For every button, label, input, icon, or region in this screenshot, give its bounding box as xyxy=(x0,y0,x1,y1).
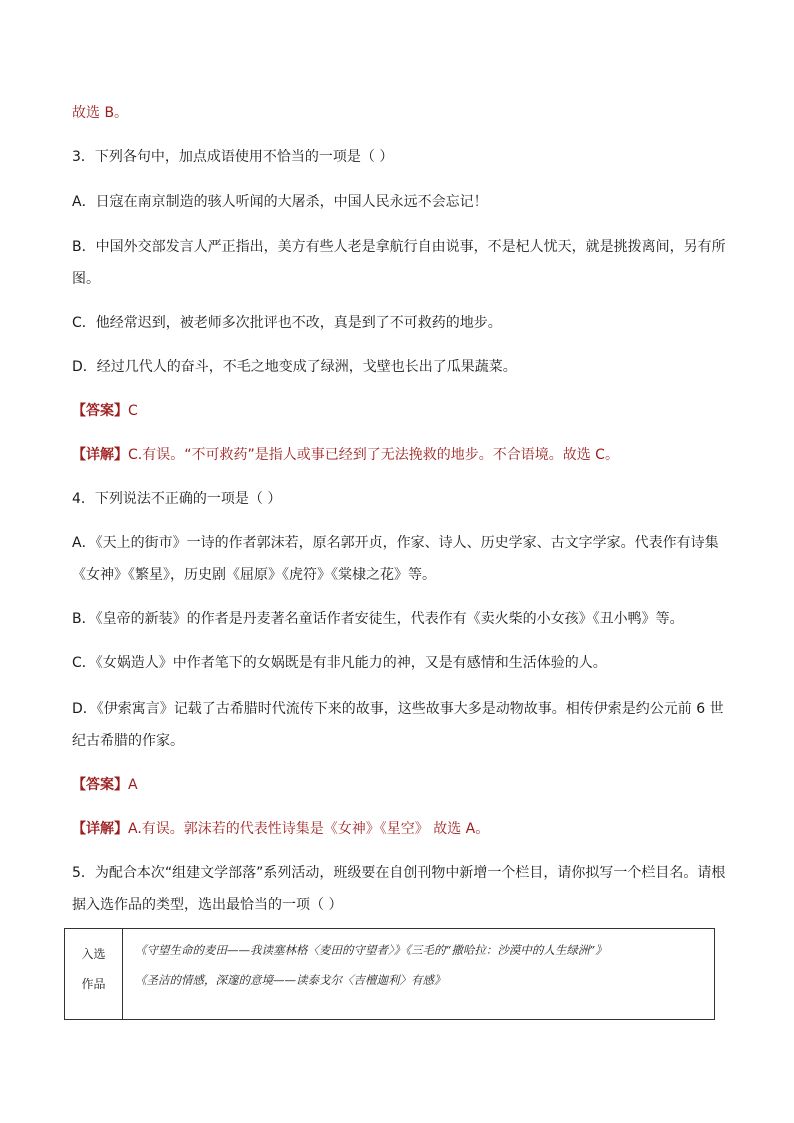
detail-text: A.有误。郭沫若的代表性诗集是《女神》《星空》 故选 A。 xyxy=(128,821,490,837)
question-3-option-a: A．日寇在南京制造的骇人听闻的大屠杀，中国人民永远不会忘记！ xyxy=(72,194,488,210)
detail-tag: 【详解】 xyxy=(72,821,128,837)
question-3-option-c: C．他经常迟到，被老师多次批评也不改，真是到了不可救药的地步。 xyxy=(72,315,502,331)
question-4-option-b: B．《皇帝的新装》的作者是丹麦著名童话作者安徒生，代表作有《卖火柴的小女孩》《丑小鸭》等。 xyxy=(72,611,684,627)
answer-value: C xyxy=(128,403,138,419)
previous-answer-conclusion: 故选 B。 xyxy=(72,105,129,121)
detail-text: C.有误。“不可救药”是指人或事已经到了无法挽救的地步。不合语境。故选 C。 xyxy=(128,447,619,463)
question-4-answer xyxy=(72,775,722,795)
question-3-detail xyxy=(72,445,722,465)
question-3-answer xyxy=(72,401,722,421)
table-works-cell xyxy=(123,929,715,1020)
question-3-option-b: B．中国外交部发言人严正指出，美方有些人老是拿航行自由说事，不是杞人忧天，就是挑拨离间，另有所 xyxy=(72,239,726,255)
works-line-2: 《圣洁的情感，深邃的意境——读泰戈尔〈吉檀迦利〉有感》 xyxy=(135,973,446,987)
question-4-option-a: A．《天上的街市》一诗的作者郭沫若，原名郭开贞，作家、诗人、历史学家、古文字学家。代表作有诗集 xyxy=(72,535,719,551)
question-4-option-a-cont: 《女神》《繁星》，历史剧《屈原》《虎符》《棠棣之花》等。 xyxy=(72,567,436,583)
question-5-stem-cont: 据入选作品的类型，选出最恰当的一项（ ） xyxy=(72,897,343,913)
question-3-option-b-cont: 图。 xyxy=(72,271,100,287)
question-5-stem: 5．为配合本次“组建文学部落”系列活动，班级要在自创刊物中新增一个栏目，请你拟写一个栏目名。请根 xyxy=(72,865,726,881)
question-4-option-c: C．《女娲造人》中作者笔下的女娲既是有非凡能力的神，又是有感情和生活体验的人。 xyxy=(72,655,607,671)
question-4-detail xyxy=(72,819,722,839)
table-row xyxy=(65,929,715,1020)
selected-works-table xyxy=(64,928,715,1020)
detail-tag: 【详解】 xyxy=(72,447,128,463)
question-4-option-d-cont: 纪古希腊的作家。 xyxy=(72,733,184,749)
answer-tag: 【答案】 xyxy=(72,403,128,419)
works-line-1: 《守望生命的麦田——我读塞林格〈麦田的守望者〉》《三毛的“撒哈拉：沙漠中的人生绿洲”》 xyxy=(135,943,607,957)
answer-value: A xyxy=(128,777,138,793)
header-line-2: 作品 xyxy=(81,977,106,991)
question-3-option-d: D．经过几代人的奋斗，不毛之地变成了绿洲，戈壁也长出了瓜果蔬菜。 xyxy=(72,359,517,375)
question-4-stem: 4．下列说法不正确的一项是（ ） xyxy=(72,491,282,507)
question-4-option-d: D．《伊索寓言》记载了古希腊时代流传下来的故事，这些故事大多是动物故事。相传伊索是约公元前 6 世 xyxy=(72,701,724,717)
answer-tag: 【答案】 xyxy=(72,777,128,793)
question-3-stem: 3．下列各句中，加点成语使用不恰当的一项是（ ） xyxy=(72,149,394,165)
table-header-cell xyxy=(65,929,123,1020)
header-line-1: 入选 xyxy=(81,947,106,961)
